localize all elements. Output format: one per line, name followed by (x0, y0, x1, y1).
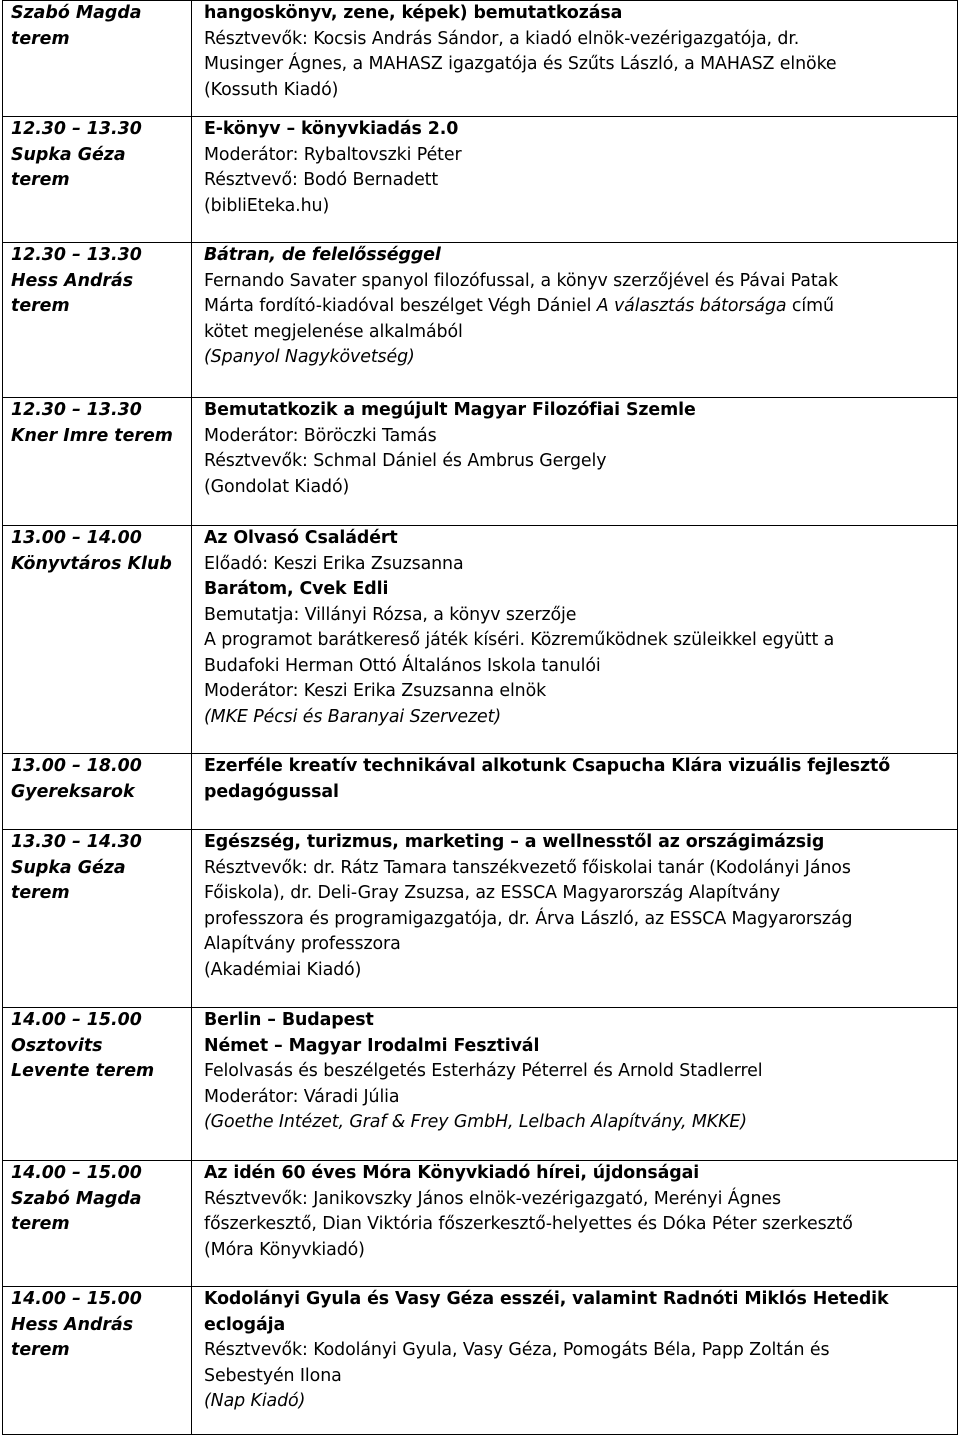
presenter-text: Bemutatja: Villányi Rózsa, a könyv szerzője (204, 604, 577, 625)
program-row (3, 117, 958, 243)
event-cell (192, 754, 958, 830)
time-slot: 13.30 – 14.30 (11, 832, 142, 852)
participants-text: Főiskola), dr. Deli-Gray Zsuzsa, az ESSCA Magyarország Alapítvány (204, 883, 781, 903)
moderator-text: Moderátor: Váradi Júlia (204, 1086, 400, 1107)
room-name: Levente terem (11, 1061, 155, 1081)
participants-text: Résztvevők: Janikovszky János elnök-vezérigazgató, Merényi Ágnes (204, 1188, 781, 1209)
event-title: E-könyv – könyvkiadás 2.0 (204, 119, 459, 139)
participants-text: Résztvevők: Kocsis András Sándor, a kiadó elnök-vezérigazgatója, dr. (204, 28, 800, 49)
organizer-text: (Akadémiai Kiadó) (204, 959, 362, 980)
moderator-text: Moderátor: Keszi Erika Zsuzsanna elnök (204, 681, 547, 701)
event-title: Barátom, Cvek Edli (204, 579, 389, 599)
time-room-cell (3, 830, 192, 1008)
event-title: Bemutatkozik a megújult Magyar Filozófiai Szemle (204, 400, 696, 420)
room-name: terem (11, 1340, 70, 1360)
organizer-text: (Nap Kiadó) (204, 1391, 306, 1411)
time-slot: 12.30 – 13.30 (11, 400, 142, 420)
participants-text: Résztvevők: Kodolányi Gyula, Vasy Géza, Pomogáts Béla, Papp Zoltán és (204, 1340, 830, 1360)
participants-text: Musinger Ágnes, a MAHASZ igazgatója és Szűts László, a MAHASZ elnöke (204, 54, 837, 74)
description-part: Márta fordító-kiadóval beszélget Végh Dániel (204, 296, 592, 316)
event-title: Ezerféle kreatív technikával alkotunk Csapucha Klára vizuális fejlesztő (204, 756, 891, 776)
event-cell (192, 1161, 958, 1287)
moderator-text: Moderátor: Böröczki Tamás (204, 425, 437, 446)
participants-text: Résztvevők: Schmal Dániel és Ambrus Gergely (204, 451, 607, 471)
description-text: kötet megjelenése alkalmából (204, 321, 463, 342)
participants-text: főszerkesztő, Dian Viktória főszerkesztő-helyettes és Dóka Péter szerkesztő (204, 1214, 853, 1234)
time-room-cell (3, 526, 192, 754)
book-title: A választás bátorsága (596, 296, 787, 316)
organizer-text: (Móra Könyvkiadó) (204, 1239, 365, 1260)
program-row (3, 754, 958, 830)
program-row (3, 398, 958, 526)
event-cell (192, 830, 958, 1008)
room-name: Kner Imre terem (11, 425, 173, 446)
moderator-text: Moderátor: Rybaltovszki Péter (204, 144, 462, 165)
description-text: Budafoki Herman Ottó Általános Iskola tanulói (204, 655, 601, 676)
event-title: Bátran, de felelősséggel (204, 245, 441, 265)
program-row (3, 1008, 958, 1161)
time-slot: 13.00 – 18.00 (11, 756, 142, 776)
event-cell (192, 398, 958, 526)
room-name: Supka Géza (11, 857, 126, 878)
time-slot: 12.30 – 13.30 (11, 119, 142, 139)
room-name: Supka Géza (11, 144, 126, 165)
program-row (3, 526, 958, 754)
room-name: Hess András (11, 1314, 134, 1335)
time-slot: 14.00 – 15.00 (11, 1289, 142, 1309)
program-row (3, 243, 958, 398)
event-title: pedagógussal (204, 781, 339, 802)
event-title: Kodolányi Gyula és Vasy Géza esszéi, valamint Radnóti Miklós Hetedik (204, 1289, 889, 1309)
organizer-text: (MKE Pécsi és Baranyai Szervezet) (204, 706, 502, 727)
participants-text: Alapítvány professzora (204, 934, 401, 954)
time-slot: 14.00 – 15.00 (11, 1163, 142, 1183)
presenter-text: Előadó: Keszi Erika Zsuzsanna (204, 553, 464, 574)
time-room-cell (3, 117, 192, 243)
program-row (3, 830, 958, 1008)
event-title: Berlin – Budapest (204, 1010, 374, 1030)
room-name: Hess András (11, 270, 134, 291)
event-title: Egészség, turizmus, marketing – a wellnesstől az országimázsig (204, 832, 825, 852)
organizer-text: (Kossuth Kiadó) (204, 79, 339, 100)
event-cell (192, 1, 958, 117)
room-name: Gyereksarok (11, 781, 135, 802)
event-title: Német – Magyar Irodalmi Fesztivál (204, 1035, 540, 1056)
description-text: Felolvasás és beszélgetés Esterházy Péterrel és Arnold Stadlerrel (204, 1061, 763, 1081)
participants-text: Résztvevő: Bodó Bernadett (204, 170, 439, 190)
participants-text: professzora és programigazgatója, dr. Árva László, az ESSCA Magyarország (204, 908, 853, 929)
program-row (3, 1161, 958, 1287)
program-row (3, 1, 958, 117)
event-cell (192, 526, 958, 754)
event-cell (192, 1008, 958, 1161)
participants-text: Résztvevők: dr. Rátz Tamara tanszékvezető főiskolai tanár (Kodolányi János (204, 857, 851, 878)
time-slot: 13.00 – 14.00 (11, 528, 142, 548)
time-room-cell (3, 1, 192, 117)
description-text: A programot barátkereső játék kíséri. Közreműködnek szüleikkel együtt a (204, 630, 835, 650)
event-title: Az Olvasó Családért (204, 528, 398, 548)
room-name: Szabó Magda (11, 1188, 142, 1209)
room-name: Osztovits (11, 1035, 103, 1056)
time-room-cell (3, 1287, 192, 1435)
organizer-text: (Gondolat Kiadó) (204, 476, 350, 497)
event-cell (192, 117, 958, 243)
event-title: Az idén 60 éves Móra Könyvkiadó hírei, újdonságai (204, 1163, 700, 1183)
program-row (3, 1287, 958, 1435)
program-table (2, 0, 958, 1435)
event-title: hangoskönyv, zene, képek) bemutatkozása (204, 3, 623, 23)
organizer-text: (bibliEteka.hu) (204, 195, 330, 216)
description-text: Fernando Savater spanyol filozófussal, a könyv szerzőjével és Pávai Patak (204, 270, 839, 291)
room-name: terem (11, 1214, 70, 1234)
time-room-cell (3, 754, 192, 830)
event-cell (192, 243, 958, 398)
room-name: terem (11, 883, 70, 903)
organizer-text: (Goethe Intézet, Graf & Frey GmbH, Lelbach Alapítvány, MKKE) (204, 1112, 747, 1132)
room-name: Szabó Magda (11, 3, 142, 23)
description-text (204, 294, 957, 320)
participants-text: Sebestyén Ilona (204, 1365, 342, 1386)
event-title: eclogája (204, 1314, 286, 1335)
time-room-cell (3, 1161, 192, 1287)
organizer-text: (Spanyol Nagykövetség) (204, 347, 415, 367)
room-name: terem (11, 296, 70, 316)
time-room-cell (3, 1008, 192, 1161)
room-name: terem (11, 170, 70, 190)
time-slot: 14.00 – 15.00 (11, 1010, 142, 1030)
time-room-cell (3, 243, 192, 398)
time-room-cell (3, 398, 192, 526)
event-cell (192, 1287, 958, 1435)
room-name: Könyvtáros Klub (11, 553, 172, 574)
description-part: című (791, 296, 834, 316)
room-name: terem (11, 28, 70, 49)
time-slot: 12.30 – 13.30 (11, 245, 142, 265)
